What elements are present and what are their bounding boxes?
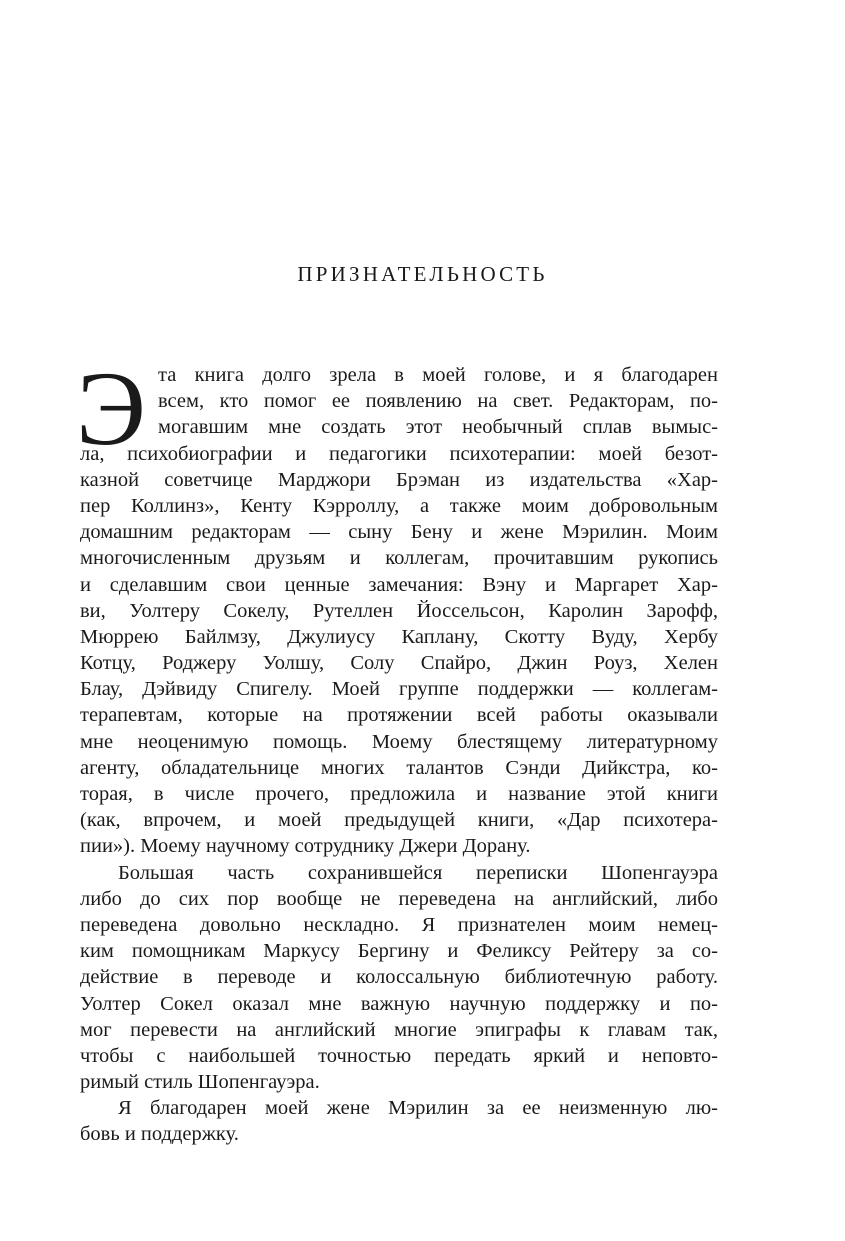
paragraph-1 — [80, 362, 718, 860]
text-line: Большая часть сохранившейся переписки Шопенгауэра — [118, 861, 718, 884]
paragraph-2 — [80, 860, 718, 1096]
text-line: мне неоценимую помощь. Моему блестящему литературному — [80, 730, 718, 753]
text-line: казной советчице Марджори Брэман из издательства «Хар- — [80, 468, 718, 491]
text-line: Мюррею Байлмзу, Джулиусу Каплану, Скотту Вуду, Хербу — [80, 625, 718, 648]
text-line: переведена довольно нескладно. Я признателен моим немец- — [80, 913, 718, 936]
text-line: агенту, обладательнице многих талантов Сэнди Дийкстра, ко- — [80, 756, 718, 779]
text-line: многочисленным друзьям и коллегам, прочитавшим рукопись — [80, 547, 718, 570]
text-line: пер Коллинз», Кенту Кэрроллу, а также моим добровольным — [80, 494, 718, 517]
text-line: ким помощникам Маркусу Бергину и Феликсу Рейтеру за со- — [80, 940, 718, 963]
text-line: могавшим мне создать этот необычный сплав вымыс- — [158, 416, 718, 439]
paragraph-3 — [80, 1095, 718, 1147]
text-line: пии»). Моему научному сотруднику Джери Дорану. — [80, 835, 531, 858]
drop-cap: Э — [76, 350, 146, 467]
text-line: торая, в числе прочего, предложила и название этой книги — [80, 783, 718, 805]
text-line: чтобы с наибольшей точностью передать яркий и неповто- — [80, 1044, 718, 1067]
text-line: та книга долго зрела в моей голове, и я благодарен — [158, 364, 718, 386]
body-text — [76, 350, 718, 1148]
text-line: (как, впрочем, и моей предыдущей книги, «Дар психотера- — [80, 809, 718, 832]
text-line: и сделавшим свои ценные замечания: Вэну и Маргарет Хар- — [80, 573, 718, 596]
text-line: действие в переводе и колоссальную библиотечную работу. — [80, 966, 718, 989]
text-line: мог перевести на английский многие эпиграфы к главам так, — [80, 1018, 718, 1041]
text-line: Я благодарен моей жене Мэрилин за ее неизменную лю- — [118, 1097, 718, 1120]
text-line: ви, Уолтеру Сокелу, Рутеллен Йоссельсон, Каролин Зарофф, — [80, 599, 718, 622]
text-line: домашним редакторам — сыну Бену и жене Мэрилин. Моим — [80, 521, 718, 544]
text-line: Котцу, Роджеру Уолшу, Солу Спайро, Джин Роуз, Хелен — [80, 652, 718, 675]
text-line: римый стиль Шопенгауэра. — [80, 1071, 320, 1094]
text-line: либо до сих пор вообще не переведена на английский, либо — [80, 887, 718, 910]
text-line: всем, кто помог ее появлению на свет. Редакторам, по- — [158, 390, 718, 413]
text-line: ла, психобиографии и педагогики психотерапии: моей безот- — [80, 442, 718, 465]
text-line: Блау, Дэйвиду Спигелу. Моей группе поддержки — коллегам- — [80, 678, 718, 701]
page-title: ПРИЗНАТЕЛЬНОСТЬ — [297, 262, 548, 286]
text-line: терапевтам, которые на протяжении всей работы оказывали — [80, 704, 718, 727]
text-line: бовь и поддержку. — [80, 1123, 239, 1146]
text-line: Уолтер Сокел оказал мне важную научную поддержку и по- — [80, 992, 718, 1015]
